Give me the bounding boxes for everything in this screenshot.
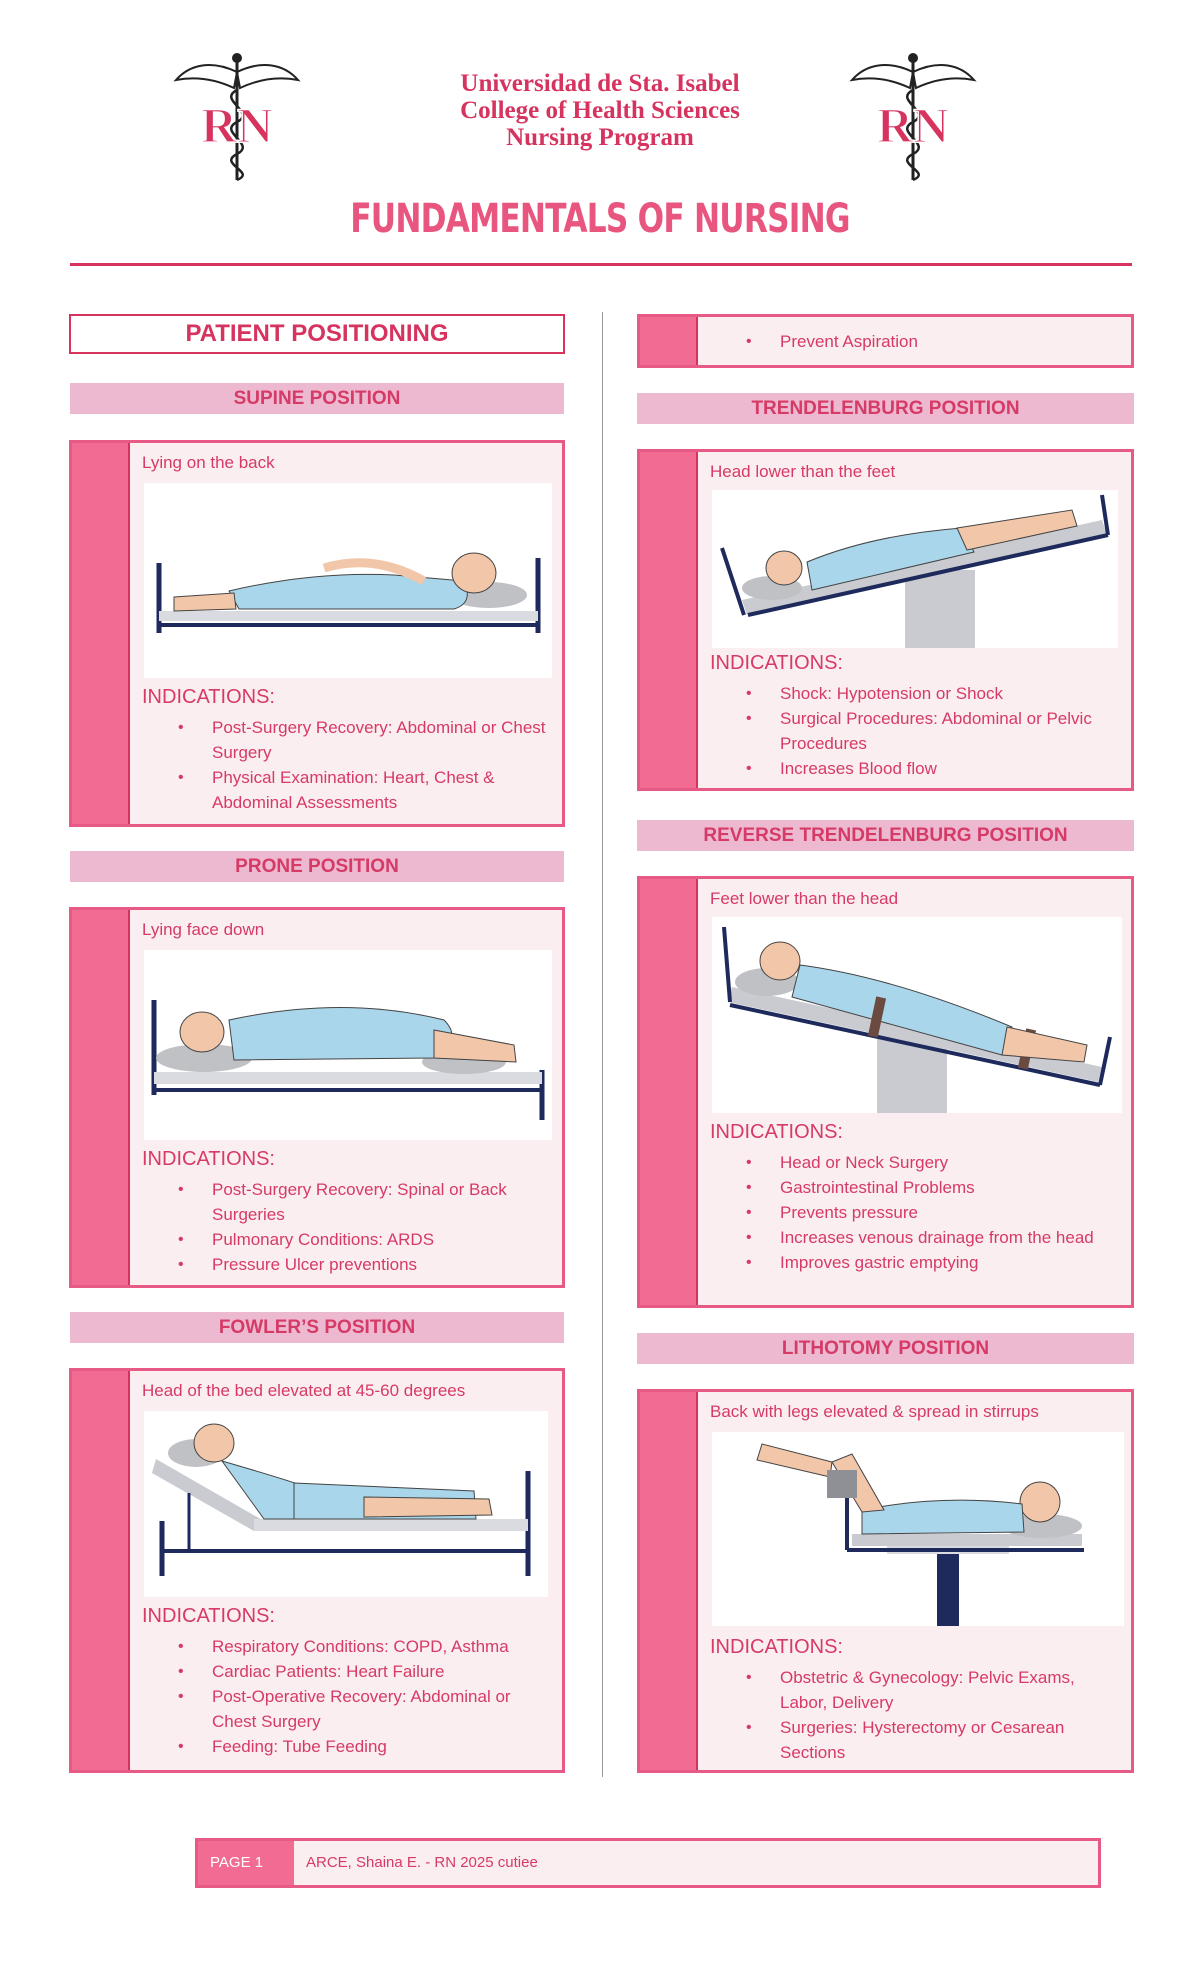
trendelenburg-description: Head lower than the feet: [710, 462, 896, 481]
supine-heading: SUPINE POSITION: [70, 383, 564, 414]
reverse-trendelenburg-heading: REVERSE TRENDELENBURG POSITION: [637, 820, 1134, 851]
reverse-trendelenburg-illustration: [712, 917, 1122, 1113]
prone-indications-label: INDICATIONS:: [142, 1148, 275, 1170]
prone-card: [69, 907, 565, 1288]
page-title: FUNDAMENTALS OF NURSING: [350, 196, 850, 242]
supine-illustration: [144, 483, 552, 678]
author-credit: ARCE, Shaina E. - RN 2025 cutiee: [306, 1854, 538, 1871]
list-item: • Surgical Procedures: Abdominal or Pelvic Procedures: [710, 706, 1121, 756]
list-item: • Pulmonary Conditions: ARDS: [142, 1227, 552, 1252]
list-item: • Post-Surgery Recovery: Spinal or Back Surgeries: [142, 1177, 552, 1227]
trendelenburg-indications-list: [710, 681, 1121, 781]
list-item: • Post-Surgery Recovery: Abdominal or Chest Surgery: [142, 715, 552, 765]
card-accent-strip: [640, 879, 698, 1305]
lithotomy-illustration: [712, 1432, 1124, 1626]
trendelenburg-card: [637, 449, 1134, 791]
card-accent-strip: [72, 910, 130, 1285]
lithotomy-heading: LITHOTOMY POSITION: [637, 1333, 1134, 1364]
list-item: • Pressure Ulcer preventions: [142, 1252, 552, 1277]
supine-description: Lying on the back: [142, 453, 275, 472]
lithotomy-description: Back with legs elevated & spread in stirrups: [710, 1402, 1039, 1421]
list-item: • Obstetric & Gynecology: Pelvic Exams, Labor, Delivery: [710, 1665, 1121, 1715]
list-item: • Cardiac Patients: Heart Failure: [142, 1659, 552, 1684]
fowler-illustration: [144, 1411, 548, 1597]
section-heading-patient-positioning: PATIENT POSITIONING: [69, 314, 565, 354]
column-divider: [602, 312, 603, 1777]
lithotomy-indications-list: [710, 1665, 1121, 1765]
fowler-indications-list: [142, 1634, 552, 1759]
list-item: • Shock: Hypotension or Shock: [710, 681, 1121, 706]
prone-description: Lying face down: [142, 920, 265, 939]
rn-logo-left: [172, 50, 302, 190]
reverse-trendelenburg-indications-label: INDICATIONS:: [710, 1121, 843, 1143]
prone-illustration: [144, 950, 552, 1140]
reverse-trendelenburg-description: Feet lower than the head: [710, 889, 899, 908]
supine-card: [69, 440, 565, 827]
supine-indications-list: [142, 715, 552, 815]
reverse-trendelenburg-card: [637, 876, 1134, 1308]
rn-logo-text: RN: [876, 97, 950, 153]
card-accent-strip: [640, 317, 698, 365]
list-item: • Prevent Aspiration: [710, 329, 1121, 354]
program-name: Nursing Program: [506, 124, 694, 151]
list-item: • Increases Blood flow: [710, 756, 1121, 781]
carryover-list: [710, 329, 1121, 354]
fowler-description: Head of the bed elevated at 45-60 degrees: [142, 1381, 466, 1400]
supine-indications-label: INDICATIONS:: [142, 686, 275, 708]
page-footer: [195, 1838, 1101, 1888]
card-accent-strip: [72, 1371, 130, 1770]
list-item: • Prevents pressure: [710, 1200, 1121, 1225]
list-item: • Physical Examination: Heart, Chest & Abdominal Assessments: [142, 765, 552, 815]
trendelenburg-heading: TRENDELENBURG POSITION: [637, 393, 1134, 424]
list-item: • Respiratory Conditions: COPD, Asthma: [142, 1634, 552, 1659]
list-item: • Post-Operative Recovery: Abdominal or Chest Surgery: [142, 1684, 552, 1734]
page-number: PAGE 1: [198, 1841, 294, 1885]
fowler-card: [69, 1368, 565, 1773]
trendelenburg-indications-label: INDICATIONS:: [710, 652, 843, 674]
college-name: College of Health Sciences: [460, 97, 740, 124]
card-accent-strip: [640, 1392, 698, 1770]
card-accent-strip: [72, 443, 130, 824]
list-item: • Feeding: Tube Feeding: [142, 1734, 552, 1759]
card-accent-strip: [640, 452, 698, 788]
fowler-heading: FOWLER’S POSITION: [70, 1312, 564, 1343]
prone-heading: PRONE POSITION: [70, 851, 564, 882]
lithotomy-card: [637, 1389, 1134, 1773]
institution-block: [300, 70, 900, 151]
carryover-card: [637, 314, 1134, 368]
list-item: • Gastrointestinal Problems: [710, 1175, 1121, 1200]
prone-indications-list: [142, 1177, 552, 1277]
list-item: • Head or Neck Surgery: [710, 1150, 1121, 1175]
title-divider: [70, 263, 1132, 266]
rn-logo-text: RN: [200, 97, 274, 153]
list-item: • Improves gastric emptying: [710, 1250, 1121, 1275]
trendelenburg-illustration: [712, 490, 1118, 648]
list-item: • Surgeries: Hysterectomy or Cesarean Sections: [710, 1715, 1121, 1765]
list-item: • Increases venous drainage from the head: [710, 1225, 1121, 1250]
lithotomy-indications-label: INDICATIONS:: [710, 1636, 843, 1658]
university-name: Universidad de Sta. Isabel: [460, 70, 740, 97]
fowler-indications-label: INDICATIONS:: [142, 1605, 275, 1627]
reverse-trendelenburg-indications-list: [710, 1150, 1121, 1275]
